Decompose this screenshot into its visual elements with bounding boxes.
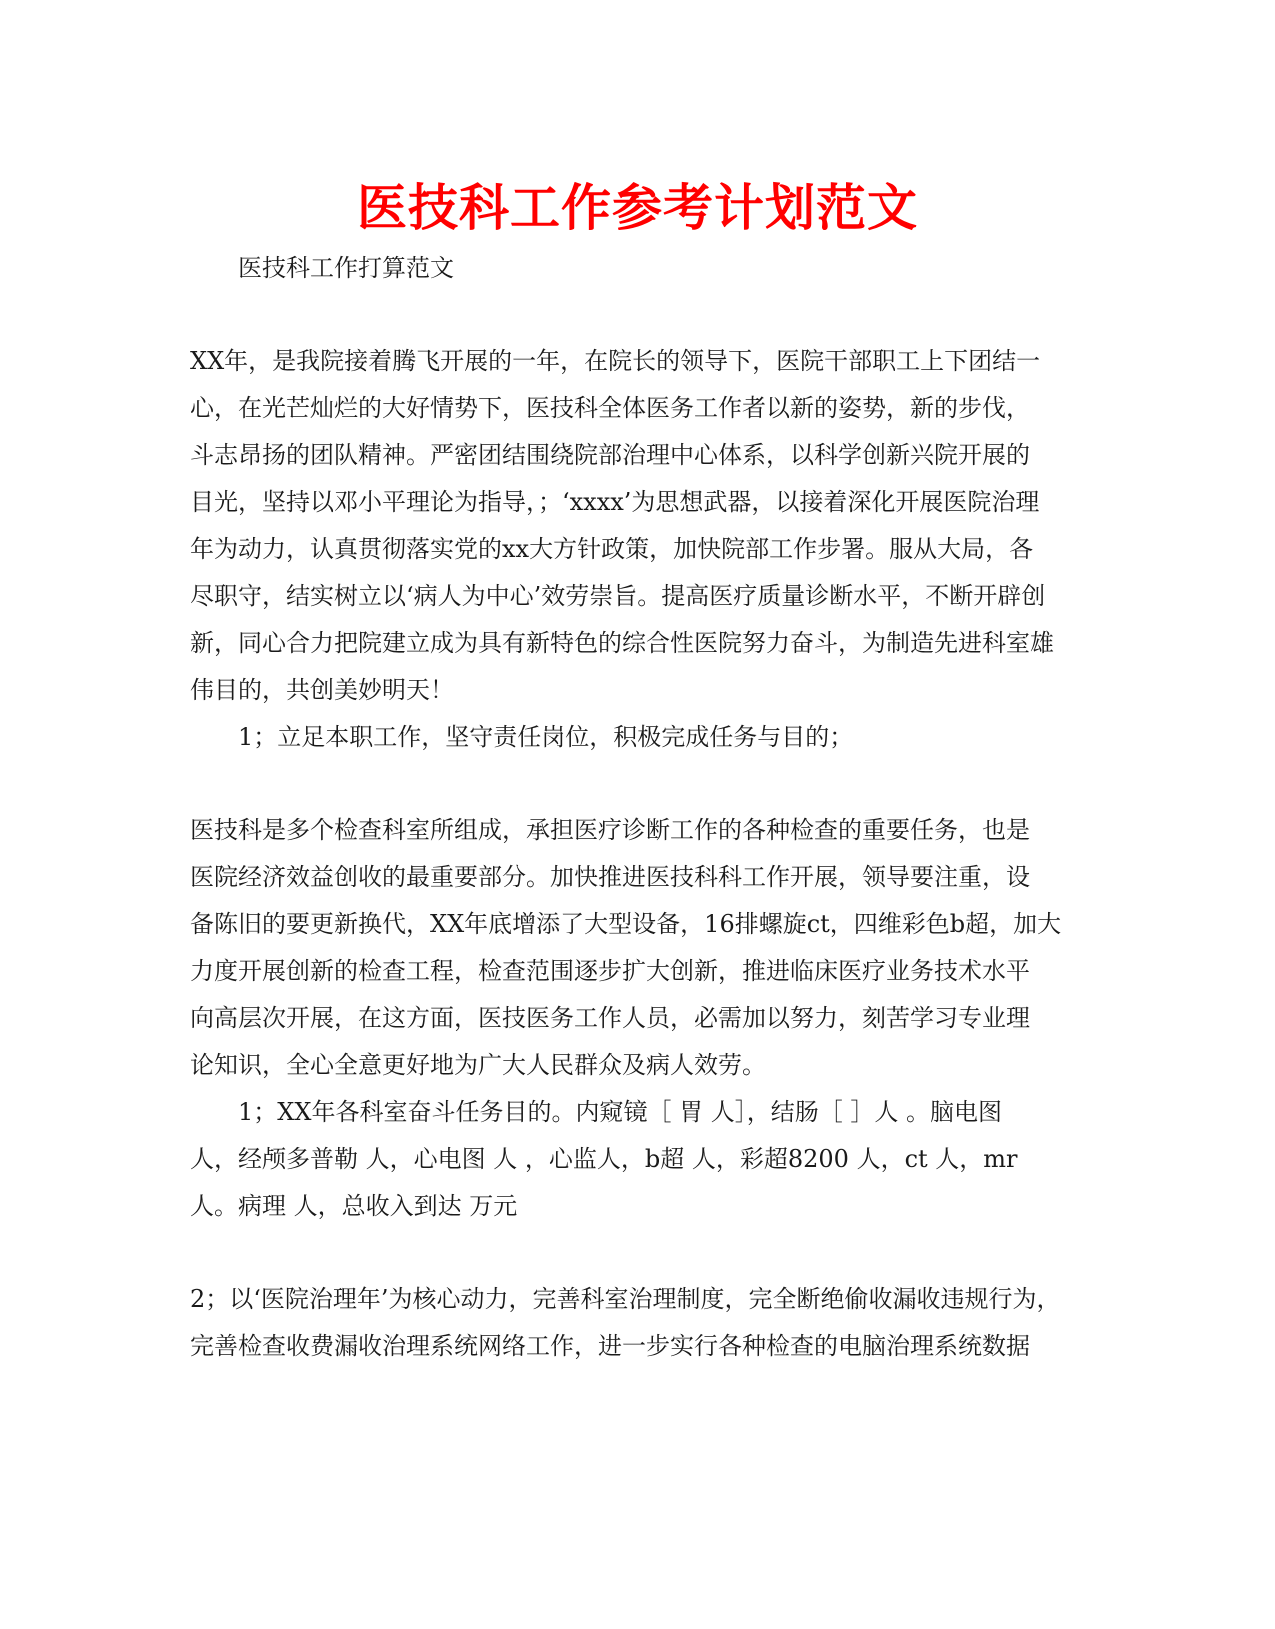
- list-item-heading: 1；立足本职工作，坚守责任岗位，积极完成任务与目的；: [238, 723, 854, 751]
- paragraph-line: 2；以‘医院治理年’为核心动力，完善科室治理制度，完全断绝偷收漏收违规行为，: [190, 1285, 1061, 1313]
- paragraph-line: 备陈旧的要更新换代，XX年底增添了大型设备，16排螺旋ct，四维彩色b超，加大: [190, 910, 1062, 938]
- paragraph-line: 新，同心合力把院建立成为具有新特色的综合性医院努力奋斗，为制造先进科室雄: [190, 629, 1054, 657]
- paragraph-line: 完善检查收费漏收治理系统网络工作，进一步实行各种检查的电脑治理系统数据: [190, 1332, 1030, 1360]
- paragraph-line: XX年，是我院接着腾飞开展的一年，在院长的领导下，医院干部职工上下团结一: [190, 347, 1041, 375]
- paragraph-line: 人。病理 人，总收入到达 万元: [190, 1192, 518, 1220]
- paragraph-line: 斗志昂扬的团队精神。严密团结围绕院部治理中心体系，以科学创新兴院开展的: [190, 441, 1030, 469]
- paragraph-line: 心，在光芒灿烂的大好情势下，医技科全体医务工作者以新的姿势，新的步伐，: [190, 394, 1030, 422]
- list-item-heading: 1；XX年各科室奋斗任务目的。内窥镜［ 胃 人］，结肠［ ］人 。脑电图: [238, 1098, 1002, 1126]
- paragraph-line: 向高层次开展，在这方面，医技医务工作人员，必需加以努力，刻苦学习专业理: [190, 1004, 1030, 1032]
- paragraph-line: 年为动力，认真贯彻落实党的xx大方针政策，加快院部工作步署。服从大局，各: [190, 535, 1034, 563]
- paragraph-line: 尽职守，结实树立以‘病人为中心’效劳崇旨。提高医疗质量诊断水平，不断开辟创: [190, 582, 1046, 610]
- paragraph-line: 伟目的，共创美妙明天！: [190, 676, 454, 704]
- paragraph-line: 目光，坚持以邓小平理论为指导，；‘xxxx’为思想武器，以接着深化开展医院治理: [190, 488, 1040, 516]
- document-subtitle: 医技科工作打算范文: [238, 254, 454, 282]
- paragraph-line: 力度开展创新的检查工程，检查范围逐步扩大创新，推进临床医疗业务技术水平: [190, 957, 1030, 985]
- paragraph-line: 人，经颅多普勒 人，心电图 人 ，心监人，b超 人，彩超8200 人，ct 人，mr: [190, 1145, 1018, 1173]
- paragraph-line: 论知识，全心全意更好地为广大人民群众及病人效劳。: [190, 1051, 766, 1079]
- paragraph-line: 医技科是多个检查科室所组成，承担医疗诊断工作的各种检查的重要任务，也是: [190, 816, 1030, 844]
- document-title: 医技科工作参考计划范文: [357, 178, 918, 237]
- paragraph-line: 医院经济效益创收的最重要部分。加快推进医技科科工作开展，领导要注重，设: [190, 863, 1030, 891]
